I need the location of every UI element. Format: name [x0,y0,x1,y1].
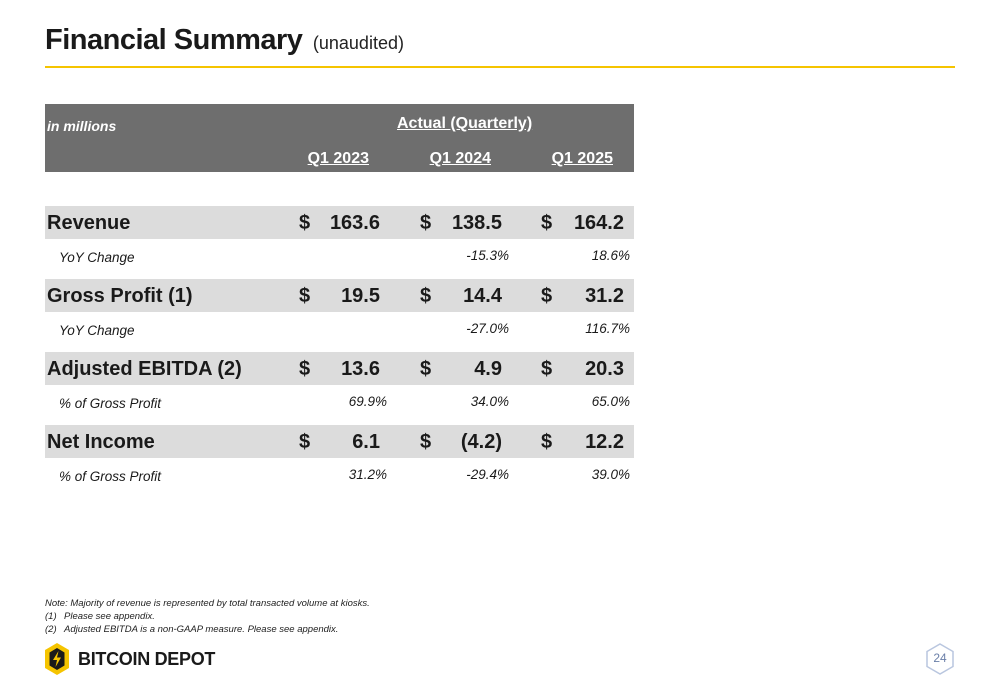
table-row-gross-profit-yoy [45,312,634,352]
row-label: Gross Profit (1) [47,285,193,307]
cell-q1-2025: 31.2 [585,285,624,307]
page-subtitle: (unaudited) [312,33,404,53]
currency-symbol: $ [541,358,553,380]
footnote-number: (1) [45,611,57,622]
currency-symbol: $ [541,212,553,234]
header-spacer [45,172,634,206]
currency-symbol: $ [299,285,311,307]
cell-q1-2025: 39.0% [591,467,630,482]
currency-symbol: $ [541,431,553,453]
table-row-ebitda-margin [45,385,634,425]
row-label: Revenue [47,212,131,234]
row-label: YoY Change [59,250,135,265]
currency-symbol: $ [420,285,432,307]
cell-q1-2023: 13.6 [341,358,380,380]
cell-q1-2023: 69.9% [348,394,387,409]
units-label: in millions [47,118,117,134]
footnote-2 [45,623,370,636]
page-title: Financial Summary [45,24,303,56]
table-row-net-income-margin [45,458,634,498]
footnotes [45,597,370,636]
cell-q1-2024: 4.9 [474,358,502,380]
cell-q1-2025: 12.2 [585,431,624,453]
row-label: YoY Change [59,323,135,338]
cell-q1-2024: 34.0% [470,394,509,409]
cell-q1-2025: 164.2 [573,212,624,234]
row-label: Adjusted EBITDA (2) [47,358,242,380]
cell-q1-2024: -15.3% [466,248,509,263]
cell-q1-2025: 20.3 [585,358,624,380]
group-header: Actual (Quarterly) [397,115,533,132]
footnote-text: Please see appendix. [64,611,155,622]
currency-symbol: $ [420,212,432,234]
cell-q1-2024: 14.4 [463,285,502,307]
footnote-text: Adjusted EBITDA is a non-GAAP measure. Please see appendix. [64,624,339,635]
table-row-adjusted-ebitda [45,352,634,385]
row-label: Net Income [47,431,155,453]
cell-q1-2023: 31.2% [348,467,387,482]
row-label: % of Gross Profit [59,469,162,484]
brand-logo [44,641,215,677]
currency-symbol: $ [420,358,432,380]
bitcoin-depot-hexagon-icon [44,642,70,676]
financial-table [45,104,634,498]
cell-q1-2025: 116.7% [585,321,630,336]
footnote-number: (2) [45,624,57,635]
table-row-revenue-yoy [45,239,634,279]
cell-q1-2024: (4.2) [460,431,502,453]
cell-q1-2025: 65.0% [591,394,630,409]
table-row-net-income [45,425,634,458]
row-label: % of Gross Profit [59,396,162,411]
page-number-badge [923,642,957,676]
currency-symbol: $ [541,285,553,307]
page-number: 24 [933,651,947,665]
cell-q1-2023: 163.6 [329,212,380,234]
title-divider [45,66,955,68]
footnote-main: Note: Majority of revenue is represented by total transacted volume at kiosks. [45,598,370,609]
table-row-gross-profit [45,279,634,312]
currency-symbol: $ [420,431,432,453]
cell-q1-2024: 138.5 [451,212,502,234]
currency-symbol: $ [299,212,311,234]
currency-symbol: $ [299,431,311,453]
column-header-q1-2023: Q1 2023 [307,150,369,167]
table-row-revenue [45,206,634,239]
brand-name: BITCOIN DEPOT [78,648,216,669]
table-header [45,104,634,172]
cell-q1-2023: 19.5 [341,285,380,307]
slide-title [45,24,404,57]
currency-symbol: $ [299,358,311,380]
cell-q1-2025: 18.6% [591,248,630,263]
column-header-q1-2025: Q1 2025 [551,150,613,167]
column-header-q1-2024: Q1 2024 [429,150,491,167]
footnote-1 [45,610,370,623]
cell-q1-2024: -29.4% [466,467,509,482]
cell-q1-2023: 6.1 [352,431,380,453]
cell-q1-2024: -27.0% [466,321,509,336]
